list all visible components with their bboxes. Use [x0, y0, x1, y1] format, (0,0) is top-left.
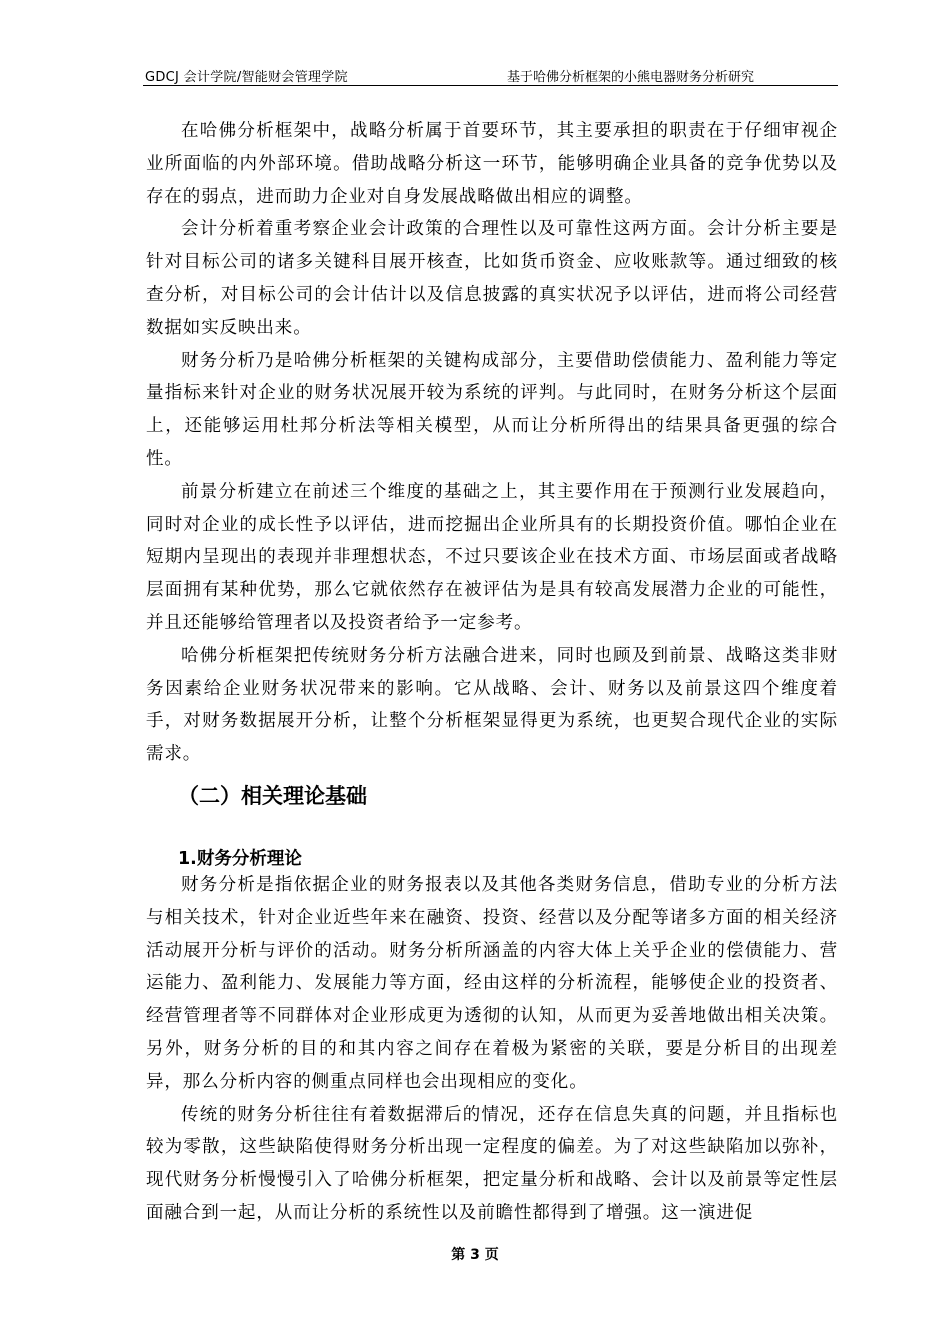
- body-text-bottom: [146, 869, 838, 1230]
- header-paper-title: 基于哈佛分析框架的小熊电器财务分析研究: [507, 70, 755, 85]
- paragraph-prospect-analysis: 前景分析建立在前述三个维度的基础之上，其主要作用在于预测行业发展趋向，同时对企业的成长性予以评估，进而挖掘出企业所具有的长期投资价值。哪怕企业在短期内呈现出的表现并非理想状态，不过只要该企业在技术方面、市场层面或者战略层面拥有某种优势，那么它就依然存在被评估为是具有较高发展潜力企业的可能性，并且还能够给管理者以及投资者给予一定参考。: [146, 481, 838, 633]
- paragraph-financial-analysis-definition: 财务分析是指依据企业的财务报表以及其他各类财务信息，借助专业的分析方法与相关技术，针对企业近些年来在融资、投资、经营以及分配等诸多方面的相关经济活动展开分析与评价的活动。财务分析所涵盖的内容大体上关乎企业的偿债能力、营运能力、盈利能力、发展能力等方面，经由这样的分析流程，能够使企业的投资者、经营管理者等不同群体对企业形成更为透彻的认知，从而更为妥善地做出相关决策。另外，财务分析的目的和其内容之间存在着极为紧密的关联，要是分析目的出现差异，那么分析内容的侧重点同样也会出现相应的变化。: [146, 875, 838, 1092]
- body-text-top: [146, 115, 838, 771]
- paragraph-traditional-analysis-limits: 传统的财务分析往往有着数据滞后的情况，还存在信息失真的问题，并且指标也较为零散，这些缺陷使得财务分析出现一定程度的偏差。为了对这些缺陷加以弥补，现代财务分析慢慢引入了哈佛分析框架，把定量分析和战略、会计以及前景等定性层面融合到一起，从而让分析的系统性以及前瞻性都得到了增强。这一演进促: [146, 1104, 838, 1223]
- paragraph-financial-analysis: 财务分析乃是哈佛分析框架的关键构成部分，主要借助偿债能力、盈利能力等定量指标来针对企业的财务状况展开较为系统的评判。与此同时，在财务分析这个层面上，还能够运用杜邦分析法等相关模型，从而让分析所得出的结果具备更强的综合性。: [146, 350, 838, 469]
- sub-heading: 1.财务分析理论: [178, 849, 302, 869]
- paragraph-harvard-framework-summary: 哈佛分析框架把传统财务分析方法融合进来，同时也顾及到前景、战略这类非财务因素给企业财务状况带来的影响。它从战略、会计、财务以及前景这四个维度着手，对财务数据展开分析，让整个分析框架显得更为系统，也更契合现代企业的实际需求。: [146, 645, 838, 765]
- paragraph-accounting-analysis: 会计分析着重考察企业会计政策的合理性以及可靠性这两方面。会计分析主要是针对目标公司的诸多关键科目展开核查，比如货币资金、应收账款等。通过细致的核查分析，对目标公司的会计估计以及信息披露的真实状况予以评估，进而将公司经营数据如实反映出来。: [146, 219, 838, 338]
- paragraph-strategy-analysis: 在哈佛分析框架中，战略分析属于首要环节，其主要承担的职责在于仔细审视企业所面临的内外部环境。借助战略分析这一环节，能够明确企业具备的竞争优势以及存在的弱点，进而助力企业对自身发展战略做出相应的调整。: [146, 121, 838, 207]
- section-heading: （二）相关理论基础: [178, 784, 367, 808]
- header-divider: [143, 85, 838, 86]
- header-institution: GDCJ 会计学院/智能财会管理学院: [145, 70, 348, 85]
- page-number: 第 3 页: [451, 1247, 499, 1263]
